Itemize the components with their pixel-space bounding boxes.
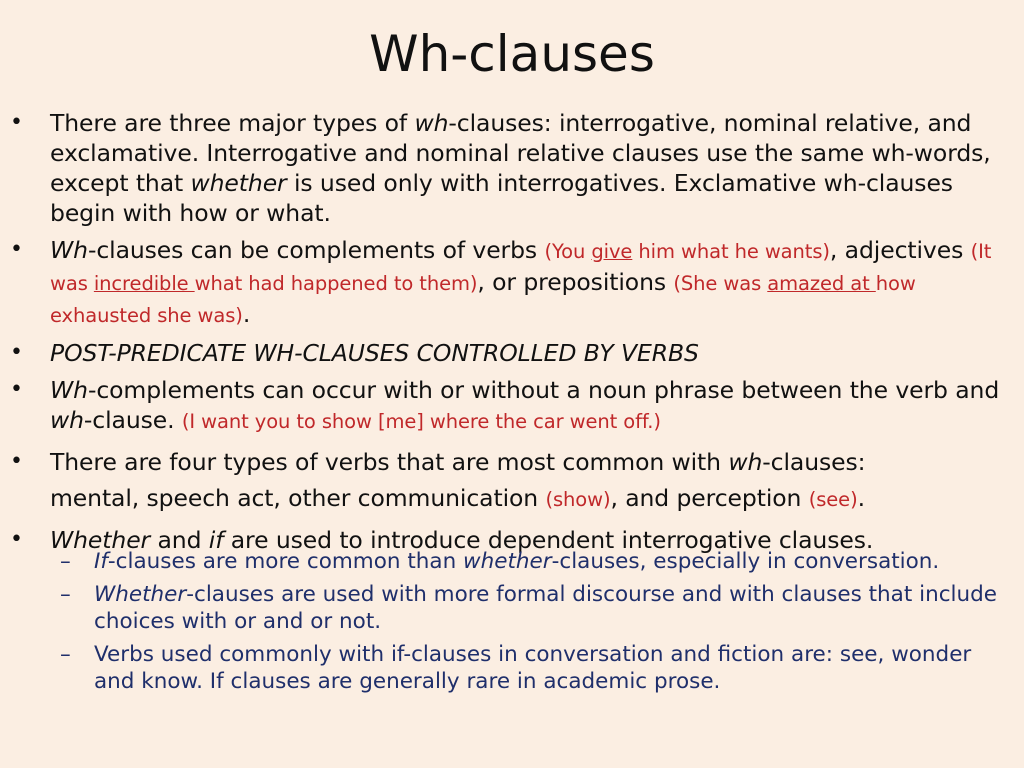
bullet-complements: • Wh-clauses can be complements of verbs (You give him what he wants), adjectives (It was incredible what had happened to them), or prepositions (She was amazed at how exhausted she was). <box>10 236 992 328</box>
sub-bullet-if-common: – If-clauses are more common than whether-clauses, especially in conversation. <box>60 549 940 574</box>
sub-bullet-verbs-used: – Verbs used commonly with if-clauses in conversation and fiction are: see, wonder and know. If clauses are generally rare in academic prose. <box>60 642 972 694</box>
example-preposition: (She was amazed at how exhausted she was) <box>50 272 916 327</box>
sub-bullet-whether-formal: – Whether-clauses are used with more formal discourse and with clauses that include choices with or and or not. <box>60 582 998 634</box>
bullet-types-of-wh-clauses: • There are three major types of wh-clauses: interrogative, nominal relative, and exclamative. Interrogative and nominal relative clauses use the same wh-words, except that whether is used only with interrogatives. Exclamative wh-clauses begin with how or what. <box>10 109 991 227</box>
dash-icon: – <box>60 642 71 667</box>
example-show-verb: (show) <box>545 488 611 511</box>
bullet-icon: • <box>10 449 23 474</box>
example-verb: (You give him what he wants) <box>544 240 830 263</box>
bullet-whether-if: • Whether and if are used to introduce dependent interrogative clauses. <box>10 526 874 554</box>
dash-icon: – <box>60 582 71 607</box>
example-show: (I want you to show [me] where the car went off.) <box>181 410 661 433</box>
bullet-list <box>8 108 1018 562</box>
bullet-icon: • <box>10 110 23 135</box>
sub-bullet-list <box>8 548 1018 701</box>
bullet-wh-complements: • Wh-complements can occur with or without a noun phrase between the verb and wh-clause. (I want you to show [me] where the car went off.) <box>10 376 1000 434</box>
example-adjective: (It was incredible what had happened to them) <box>50 240 992 295</box>
bullet-icon: • <box>10 340 23 365</box>
example-see-verb: (see) <box>808 488 858 511</box>
bullet-icon: • <box>10 527 23 552</box>
dash-icon: – <box>60 549 71 574</box>
slide-title: Wh-clauses <box>369 25 655 83</box>
bullet-icon: • <box>10 377 23 402</box>
bullet-icon: • <box>10 237 23 262</box>
bullet-post-predicate: • POST-PREDICATE WH-CLAUSES CONTROLLED BY VERBS <box>10 339 699 367</box>
bullet-four-verb-types: • There are four types of verbs that are most common with wh-clauses: mental, speech act, other communication (show), and perception (see). <box>8 444 1018 518</box>
